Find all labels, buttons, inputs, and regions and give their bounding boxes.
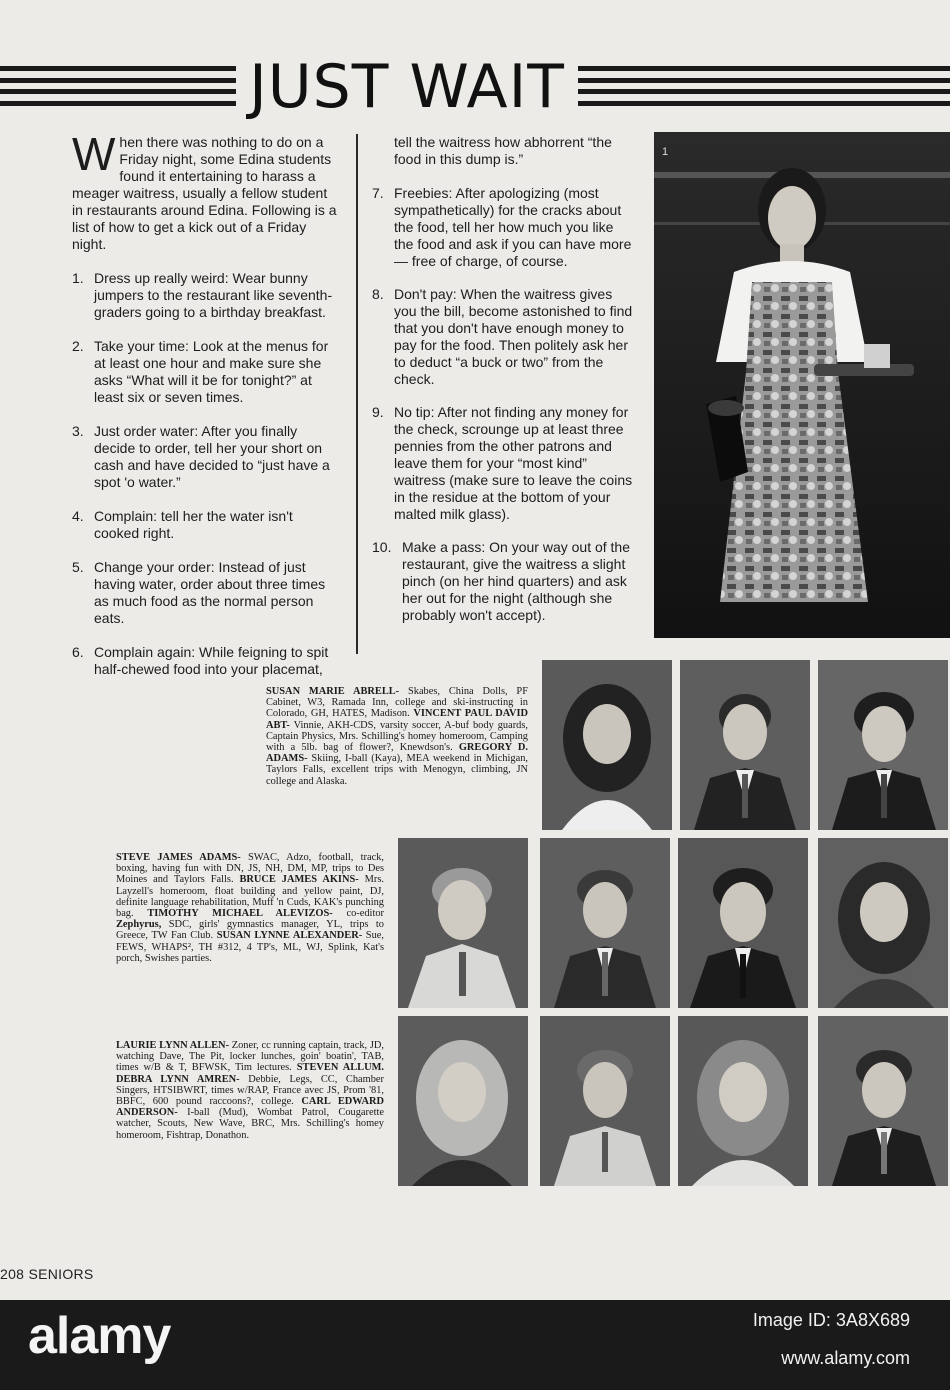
- senior-name: SUSAN MARIE ABRELL-: [266, 686, 400, 697]
- senior-name: STEVE JAMES ADAMS-: [116, 852, 241, 863]
- senior-portrait: [818, 838, 948, 1008]
- senior-name: STEVEN ALLUM. DEBRA LYNN AMREN-: [116, 1062, 384, 1085]
- senior-activities: Sue, FEWS, WHAPS², TH #312, 4 TP's, ML, WJ, Splink, Kat's porch, Swishes parties.: [116, 930, 384, 964]
- stock-logo[interactable]: alamy: [28, 1307, 171, 1365]
- page-footer: 208 SENIORS: [0, 1266, 94, 1282]
- item-text: Complain again: While feigning to spit half-chewed food into your placemat,: [94, 644, 329, 677]
- senior-activities: Skabes, China Dolls, PF Cabinet, W3, Ramada Inn, college and ski-instructing in Colorado, GH, HATES, Madison.: [266, 686, 528, 720]
- senior-portrait: [542, 660, 672, 830]
- senior-portrait: [680, 660, 810, 830]
- item-number: 3.: [72, 423, 84, 439]
- senior-activities: Skiing, I-ball (Kaya), MEA weekend in Michigan, Taylors Falls, excellent trips with Menogyn, climbing, JN college and Alaska.: [266, 753, 528, 787]
- item-number: 5.: [72, 559, 84, 575]
- senior-name: TIMOTHY MICHAEL ALEVIZOS-: [147, 908, 333, 920]
- item-text: Make a pass: On your way out of the restaurant, give the waitress a slight pinch (on her hind quarters) and ask her out for the night (although she probably won't accept).: [402, 539, 631, 623]
- senior-activities: Debbie, Legs, CC, Chamber Singers, HTSIBWRT, times w/RAP, France avec JS, Prom '81, BBFC, 600 pound raccoons?, college.: [116, 1073, 384, 1108]
- list-item: [372, 185, 636, 270]
- item-text: Complain: tell her the water isn't cooked right.: [94, 508, 293, 541]
- senior-portrait: [398, 838, 528, 1008]
- item-text: Just order water: After you finally decide to order, tell her your short on cash and have decided to “just have a spot 'o water.”: [94, 423, 330, 490]
- senior-portrait: [678, 1016, 808, 1186]
- intro-text: hen there was nothing to do on a Friday night, some Edina students found it entertaining to harass a meager waitress, usually a fellow student in restaurants around Edina. Following is a list of how to get a kick out of a Friday night.: [72, 134, 337, 252]
- senior-portrait: [540, 838, 670, 1008]
- senior-activities: co-editor: [332, 908, 384, 920]
- senior-activities: SWAC, Adzo, football, track, boxing, having fun with DN, JS, NH, DM, MP, trips to Des Moines and Taylors Falls.: [116, 852, 385, 886]
- item-number: 2.: [72, 338, 84, 354]
- photo-number: 1: [662, 146, 669, 158]
- header-stripes-right: [578, 66, 950, 106]
- list-item: [372, 539, 636, 624]
- waitress-photo: [654, 132, 950, 638]
- list-item: [72, 423, 340, 491]
- drop-cap: W: [72, 128, 116, 180]
- list-item: [372, 404, 636, 523]
- senior-bio-group: [116, 852, 384, 964]
- senior-activities: Zoner, cc running captain, track, JD, watching Dave, The Pit, locker lunches, goin' boatin', TAB, times w/B & T, BFWSK, Tim lectures.: [116, 1040, 384, 1074]
- stock-url[interactable]: www.alamy.com: [781, 1348, 910, 1368]
- senior-activities: Mrs. Layzell's homeroom, float building and yellow paint, DJ, definite language rehabilitation, Muff 'n Cuds, KAK's punching bag.: [116, 874, 384, 920]
- list-item: [72, 559, 340, 627]
- item-text: Don't pay: When the waitress gives you the bill, become astonished to find that you don't have enough money to pay for the food. Then politely ask her to deduct “a buck or two” from the check.: [394, 286, 633, 387]
- item-number: 7.: [372, 185, 384, 201]
- senior-name: LAURIE LYNN ALLEN-: [116, 1040, 230, 1051]
- article-intro: [72, 128, 340, 253]
- column-divider: [356, 134, 358, 654]
- senior-name: CARL EDWARD ANDERSON-: [116, 1096, 385, 1119]
- item-text: Freebies: After apologizing (most sympathetically) for the cracks about the food, tell her how much you like the food and ask if you can have more — free of charge, of course.: [394, 185, 632, 269]
- senior-activities: I-ball (Mud), Wombat Patrol, Cougarette watcher, Scouts, New Wave, BRC, Mrs. Schilling's homey homeroom, Fishtrap, Donathon.: [116, 1107, 384, 1141]
- list-item: [72, 508, 340, 542]
- item-number: 9.: [372, 404, 384, 420]
- senior-portrait: [540, 1016, 670, 1186]
- senior-portrait: [398, 1016, 528, 1186]
- item-text: Change your order: Instead of just having water, order about three times as much food as the normal person eats.: [94, 559, 326, 626]
- senior-portrait: [818, 1016, 948, 1186]
- senior-bio-group: [116, 1040, 384, 1141]
- header-stripes-left: [0, 66, 236, 106]
- list-item: [72, 270, 340, 321]
- article-column-left: [72, 128, 340, 695]
- senior-name: VINCENT PAUL DAVID ABT-: [266, 708, 528, 731]
- item-number: 6.: [72, 644, 84, 660]
- item-number: 1.: [72, 270, 84, 286]
- senior-name: Zephyrus,: [116, 919, 162, 931]
- senior-portrait: [818, 660, 948, 830]
- image-id: Image ID: 3A8X689: [752, 1310, 910, 1330]
- senior-name: BRUCE JAMES AKINS-: [239, 874, 359, 886]
- senior-bio-group: [266, 686, 528, 787]
- senior-portrait: [678, 838, 808, 1008]
- senior-name: GREGORY D. ADAMS-: [266, 742, 528, 765]
- senior-name: SUSAN LYNNE ALEXANDER-: [216, 930, 363, 942]
- senior-activities: SDC, girls' gymnastics manager, YL, trips to Greece, TW Fan Club.: [116, 919, 384, 942]
- item-number: 10.: [372, 539, 392, 555]
- item-number: 8.: [372, 286, 384, 302]
- item-text: Dress up really weird: Wear bunny jumpers to the restaurant like seventh-graders going to a birthday breakfast.: [94, 270, 333, 320]
- list-item: [372, 286, 636, 388]
- senior-activities: Vinnie, AKH-CDS, varsity soccer, A-buf body guards, Captain Physics, Mrs. Schilling's homey homeroom, Camping with a 5lb. bag of flower?, Knewdson's.: [266, 719, 528, 754]
- item-text: No tip: After not finding any money for the check, scrounge up at least three pennies from the other patrons and leave them for your “most kind” waitress (make sure to leave the coins in the residue at the bottom of your malted milk glass).: [394, 404, 633, 522]
- list-item: [72, 338, 340, 406]
- item-number: 4.: [72, 508, 84, 524]
- list-item: [72, 644, 340, 678]
- item-6-continuation: tell the waitress how abhorrent “the food in this dump is.”: [394, 134, 612, 167]
- page-title: JUST WAIT: [249, 52, 565, 122]
- item-text: Take your time: Look at the menus for at least one hour and make sure she asks “What will it be for tonight?” at least six or seven times.: [94, 338, 329, 405]
- article-column-right: [372, 134, 636, 640]
